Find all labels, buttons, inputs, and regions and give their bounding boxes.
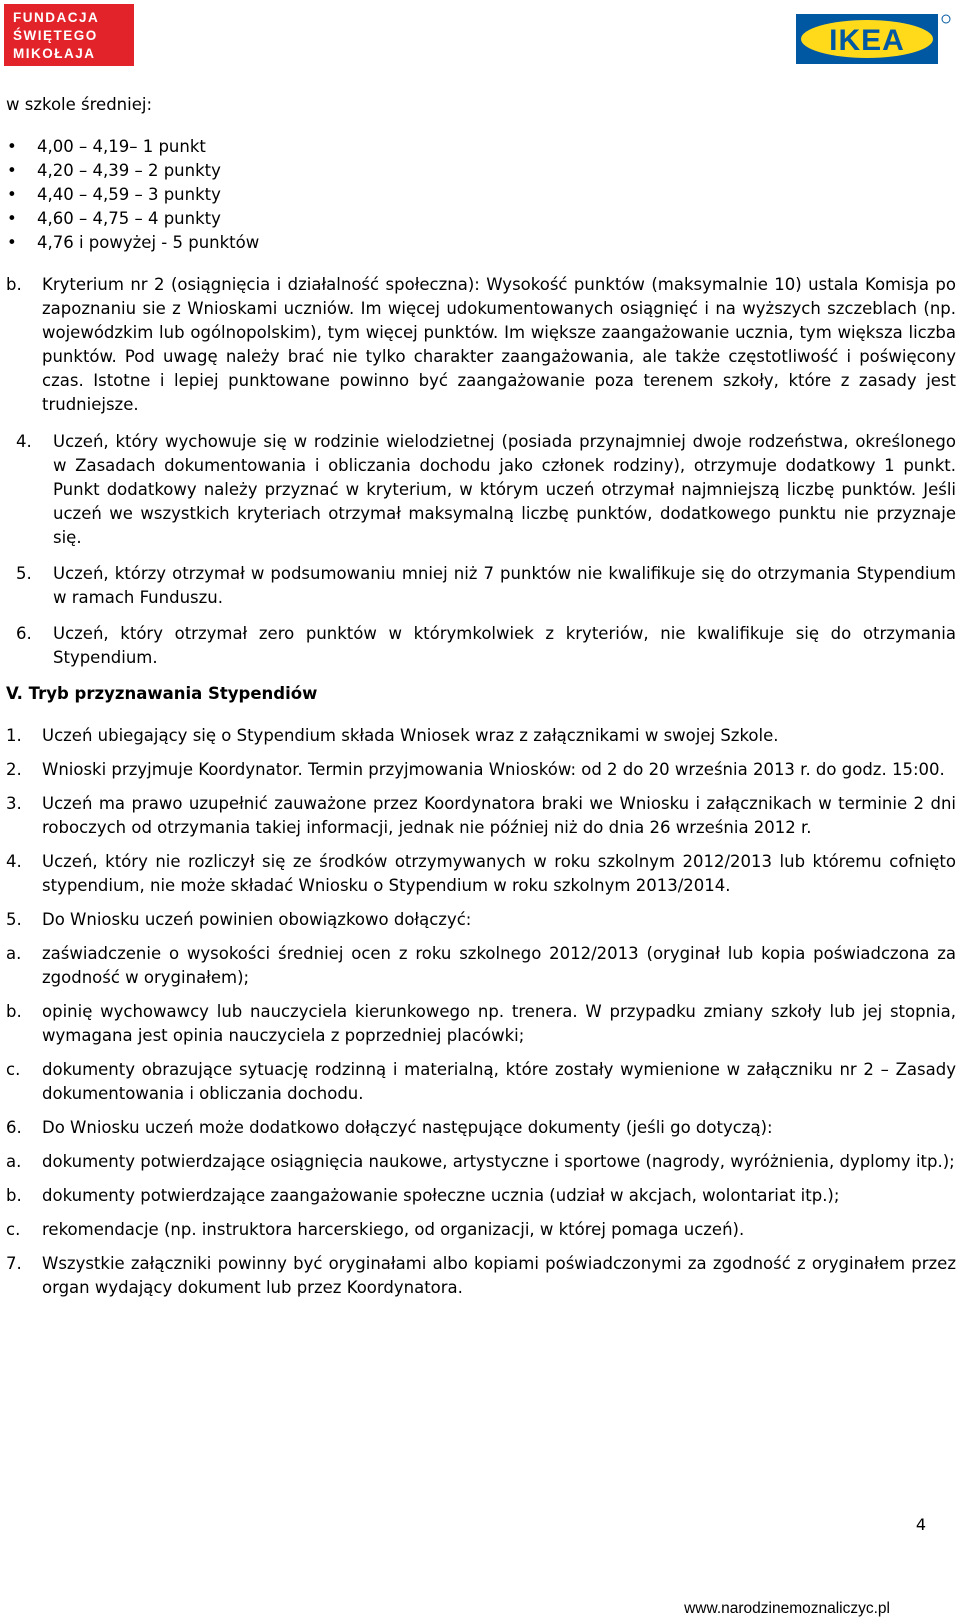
section-subitem bbox=[6, 1218, 956, 1242]
intro-text: w szkole średniej: bbox=[6, 95, 153, 114]
section-item bbox=[6, 850, 956, 898]
section-item bbox=[6, 758, 956, 782]
footer-url: www.narodzinemoznaliczyc.pl bbox=[684, 1600, 890, 1617]
criterion-b bbox=[6, 273, 956, 417]
item-marker: c. bbox=[6, 1220, 21, 1239]
section4-item bbox=[6, 430, 956, 550]
section-subitem bbox=[6, 1184, 956, 1208]
list-item: • 4,20 – 4,39 – 2 punkty bbox=[6, 159, 956, 183]
item-text: Do Wniosku uczeń może dodatkowo dołączyć następujące dokumenty (jeśli go dotyczą): bbox=[42, 1118, 773, 1137]
section-subitem bbox=[6, 942, 956, 990]
item-text: Wszystkie załączniki powinny być oryginałami albo kopiami poświadczonymi za zgodność z oryginałem przez organ wydający dokument lub przez Koordynatora. bbox=[42, 1254, 956, 1297]
item-text: dokumenty potwierdzające zaangażowanie społeczne ucznia (udział w akcjach, wolontariat itp.); bbox=[42, 1186, 840, 1205]
item-marker: 6. bbox=[16, 624, 32, 643]
section-subitem bbox=[6, 1058, 956, 1106]
item-marker: b. bbox=[6, 275, 22, 294]
section4-item bbox=[6, 622, 956, 670]
registered-icon bbox=[942, 15, 950, 23]
document-body bbox=[6, 93, 956, 1310]
page-number: 4 bbox=[915, 1515, 926, 1534]
item-marker: 7. bbox=[6, 1254, 22, 1273]
item-marker: c. bbox=[6, 1060, 21, 1079]
section-item bbox=[6, 1116, 956, 1140]
item-marker: b. bbox=[6, 1002, 22, 1021]
section4-item bbox=[6, 562, 956, 610]
item-marker: 2. bbox=[6, 760, 22, 779]
item-marker: a. bbox=[6, 1152, 22, 1171]
item-text: rekomendacje (np. instruktora harcerskiego, od organizacji, w której pomaga uczeń). bbox=[42, 1220, 745, 1239]
logo-line-2: ŚWIĘTEGO bbox=[13, 28, 98, 43]
list-item: • 4,60 – 4,75 – 4 punkty bbox=[6, 207, 956, 231]
item-text: Uczeń ubiegający się o Stypendium składa Wniosek wraz z załącznikami w swojej Szkole. bbox=[42, 726, 779, 745]
item-marker: 5. bbox=[6, 910, 22, 929]
item-marker: 6. bbox=[6, 1118, 22, 1137]
item-marker: a. bbox=[6, 944, 22, 963]
item-marker: 1. bbox=[6, 726, 22, 745]
fundacja-swietego-mikolaja-logo bbox=[4, 4, 134, 66]
logo-line-1: FUNDACJA bbox=[13, 10, 100, 25]
item-marker: 5. bbox=[16, 564, 32, 583]
section-item bbox=[6, 1252, 956, 1300]
list-item: • 4,40 – 4,59 – 3 punkty bbox=[6, 183, 956, 207]
item-marker: b. bbox=[6, 1186, 22, 1205]
item-text: Uczeń, który nie rozliczył się ze środków otrzymywanych w roku szkolnym 2012/2013 lub któremu cofnięto stypendium, nie może składać Wniosku o Stypendium w roku szkolnym 2013/2014. bbox=[42, 852, 956, 895]
item-text: Uczeń, którzy otrzymał w podsumowaniu mniej niż 7 punktów nie kwalifikuje się do otrzymania Stypendium w ramach Funduszu. bbox=[53, 564, 956, 607]
item-text: dokumenty obrazujące sytuację rodzinną i materialną, które zostały wymienione w załączniku nr 2 – Zasady dokumentowania i obliczania dochodu. bbox=[42, 1060, 956, 1103]
section-item bbox=[6, 724, 956, 748]
ikea-logo-text: IKEA bbox=[829, 24, 905, 57]
list-item: • 4,76 i powyżej - 5 punktów bbox=[6, 231, 956, 255]
item-text: Uczeń ma prawo uzupełnić zauważone przez Koordynatora braki we Wniosku i załącznikach w terminie 2 dni roboczych od otrzymania takiej informacji, jednak nie później niż do dnia 26 września 2012 r. bbox=[42, 794, 956, 837]
grade-points-list bbox=[6, 135, 956, 255]
logo-line-3: MIKOŁAJA bbox=[13, 46, 96, 61]
item-text: Uczeń, który wychowuje się w rodzinie wielodzietnej (posiada przynajmniej dwoje rodzeństwa, określonego w Zasadach dokumentowania i obliczania dochodu jako członek rodziny), otrzymuje dodatkowy 1 punkt. Punkt dodatkowy należy przyznać w kryterium, w którym uczeń otrzymał najmniejszą liczbę punktów. Jeśli uczeń we wszystkich kryteriach otrzymał maksymalną liczbę punktów, dodatkowego punktu nie przyznaje się. bbox=[53, 432, 956, 547]
item-text: Kryterium nr 2 (osiągnięcia i działalność społeczna): Wysokość punktów (maksymalnie 10) ustala Komisja po zapoznaniu sie z Wnioskami uczniów. Im więcej udokumentowanych osiągnięć i na wyższych szczeblach (np. wojewódzkim lub ogólnopolskim), tym więcej punktów. Im większe zaangażowanie ucznia, tym większa liczba punktów. Pod uwagę należy brać nie tylko charakter zaangażowania, ale także częstotliwość i poświęcony czas. Istotne i lepiej punktowane powinno być zaangażowanie poza terenem szkoły, które z zasady jest trudniejsze. bbox=[42, 275, 956, 414]
item-text: opinię wychowawcy lub nauczyciela kierunkowego np. trenera. W przypadku zmiany szkoły lub jej stopnia, wymagana jest opinia nauczyciela z poprzedniej placówki; bbox=[42, 1002, 956, 1045]
item-marker: 3. bbox=[6, 794, 22, 813]
item-marker: 4. bbox=[6, 852, 22, 871]
section-subitem bbox=[6, 1000, 956, 1048]
section-item bbox=[6, 792, 956, 840]
item-marker: 4. bbox=[16, 432, 32, 451]
section-subitem bbox=[6, 1150, 956, 1174]
item-text: dokumenty potwierdzające osiągnięcia naukowe, artystyczne i sportowe (nagrody, wyróżnienia, dyplomy itp.); bbox=[42, 1152, 955, 1171]
section-item bbox=[6, 908, 956, 932]
item-text: zaświadczenie o wysokości średniej ocen z roku szkolnego 2012/2013 (oryginał lub kopia poświadczona za zgodność w oryginałem); bbox=[42, 944, 956, 987]
section-heading: V. Tryb przyznawania Stypendiów bbox=[6, 684, 318, 703]
item-text: Do Wniosku uczeń powinien obowiązkowo dołączyć: bbox=[42, 910, 472, 929]
ikea-logo bbox=[796, 14, 956, 70]
item-text: Wnioski przyjmuje Koordynator. Termin przyjmowania Wniosków: od 2 do 20 września 2013 r. do godz. 15:00. bbox=[42, 760, 945, 779]
list-item: • 4,00 – 4,19– 1 punkt bbox=[6, 135, 956, 159]
item-text: Uczeń, który otrzymał zero punktów w którymkolwiek z kryteriów, nie kwalifikuje się do otrzymania Stypendium. bbox=[53, 624, 956, 667]
